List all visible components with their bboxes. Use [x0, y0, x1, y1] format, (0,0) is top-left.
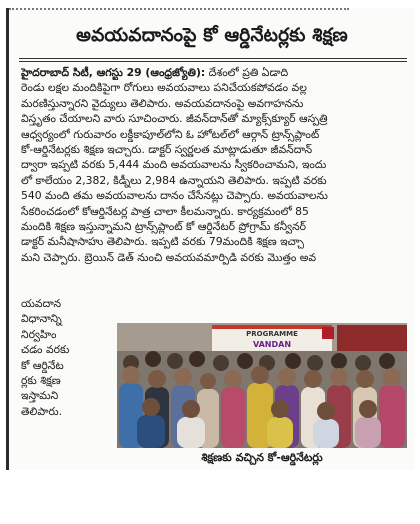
- side-line: తెలిపారు.: [21, 404, 63, 418]
- side-line: నిర్వహిం: [21, 327, 57, 341]
- headline-rule: [19, 61, 407, 62]
- newspaper-clipping: [6, 8, 415, 470]
- group-photo-image: [117, 323, 407, 448]
- article-body: [21, 65, 409, 265]
- article-line: సేకరించడంలో కోఆర్డినేటర్ల పాత్ర చాలా కీలమన్నారు. కార్యక్రమంలో 85: [21, 204, 309, 218]
- side-line: యవదాన: [21, 297, 62, 310]
- group-photo: [117, 323, 407, 448]
- side-line: ర్లకు శిక్షణ: [21, 374, 61, 388]
- article-line: మని చెప్పారు. బ్రెయిన్ డెత్ నుంచి అవయవమార్పిడి వరకు మొత్తం అవ: [21, 250, 317, 264]
- article-line: విస్తృతం చేయాలని వారు సూచించారు. జీవన్‌దాన్‌తో మ్యాక్స్‌క్యూర్ ఆస్పత్రి: [21, 112, 328, 126]
- side-line: కో ఆర్డినేట: [21, 358, 64, 372]
- top-dotted-rule: [9, 8, 349, 10]
- headline-rule: [19, 58, 407, 59]
- article-line: 540 మంది తమ అవయవాలను దానం చేసేనట్లు చెప్పారు. అవయవాలను: [21, 189, 328, 203]
- article-line: లో కాలేయం 2,382, కిడ్నీలు 2,984 ఉన్నాయని తెలిపారు. ఇప్పటి వరకు: [21, 173, 327, 187]
- article-line: డాక్టర్ మనీషాసాహు తెలిపారు. ఇప్పటి వరకు 79మందికి శిక్షణ ఇచ్చా: [21, 235, 305, 249]
- banner-text: PROGRAMME: [246, 330, 298, 338]
- article-line: ద్వారా ఇప్పటి వరకు 5,444 మంది అవయవాలను స్వీకరించామని, ఇందు: [21, 158, 327, 172]
- side-line: చడం వరకు: [21, 343, 70, 357]
- side-line: విధానాన్ని: [21, 312, 62, 326]
- headline: అవయవదానంపై కో ఆర్డినేటర్లకు శిక్షణ: [76, 25, 348, 46]
- article-line: ఆధ్వర్యంలో గురువారం లక్డీకాపూల్‌లోని ఓ హోటల్‌లో ఆర్గాన్ ట్రాన్స్‌ప్లాంట్: [21, 127, 320, 141]
- photo-caption: శిక్షణకు వచ్చిన కో-ఆర్డినేటర్లు: [201, 451, 323, 464]
- article-line: రెండు లక్షల మందికిపైగా రోగులు అవయవాలు పనిచేయకపోవడం వల్ల: [21, 81, 307, 95]
- page-margin: [0, 470, 420, 524]
- article-line: కో-ఆర్డినేటర్లకు శిక్షణ ఇచ్చారు. డాక్టర్ స్వర్ణలత మాట్లాడుతూ జీవన్‌దాన్: [21, 143, 313, 157]
- article-line: మందికి శిక్షణ ఇస్తున్నామని ట్రాన్స్‌ప్లాంట్ కో ఆర్డినేటర్ ప్రోగ్రామ్ కన్వీనర్: [21, 220, 307, 234]
- dateline: హైదరాబాద్ సిటీ, ఆగస్టు 29 (ఆంధ్రజ్యోతి):: [21, 66, 206, 79]
- side-line: ఇస్తామని: [21, 389, 59, 403]
- article-line: [21, 65, 409, 80]
- banner-text-2: VANDAN: [252, 340, 292, 349]
- article-line: మరణిస్తున్నారని వైద్యులు తెలిపారు. అవయవదానంపై అవగాహనను: [21, 96, 304, 110]
- article-side-column: [21, 296, 81, 419]
- article-line-text: దేశంలో ప్రతి ఏడాది: [208, 66, 289, 79]
